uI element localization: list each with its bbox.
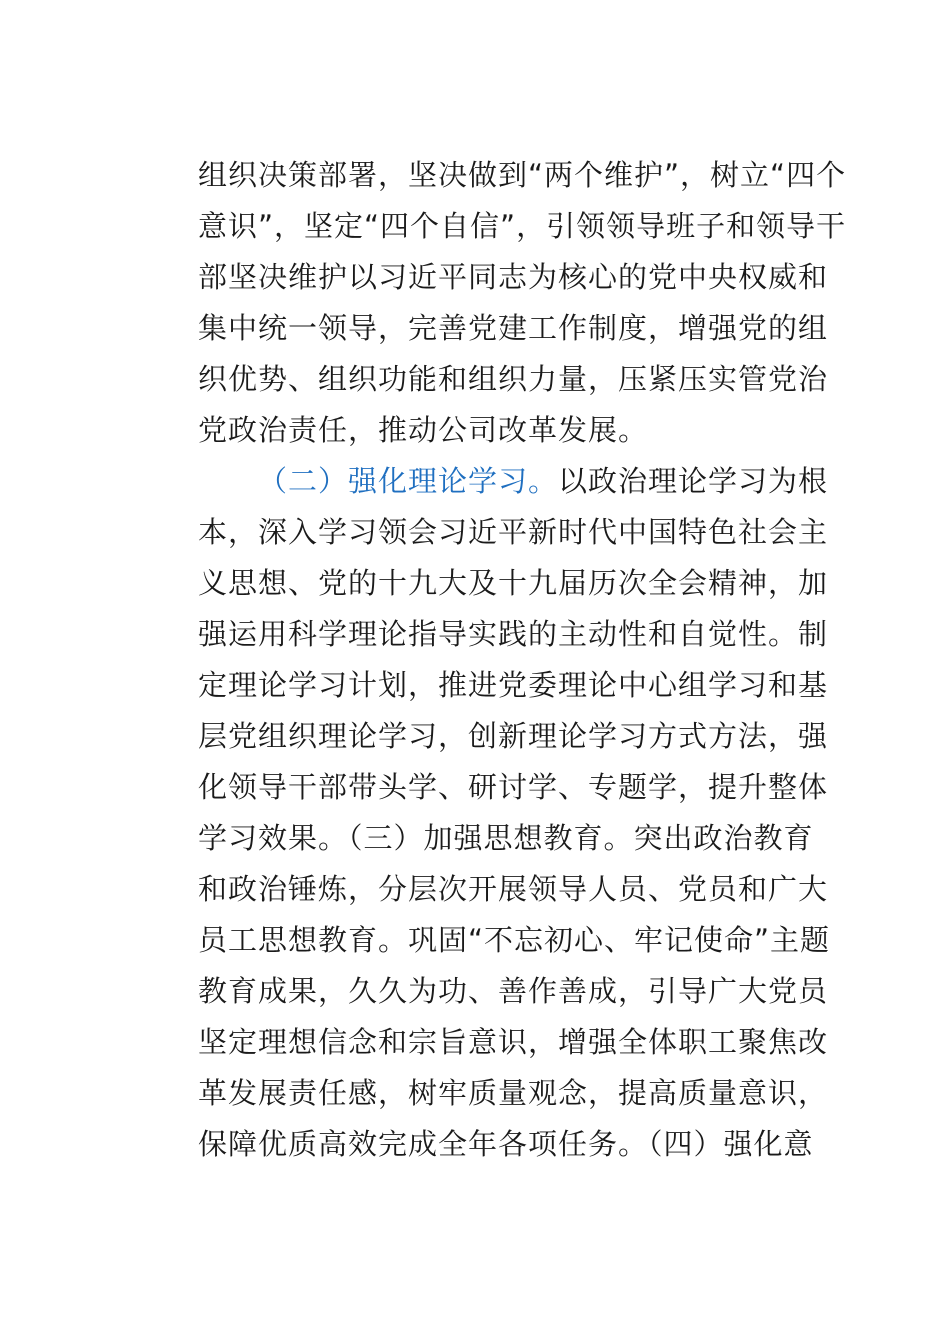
text-line-6: 党政治责任，推动公司改革发展。 <box>198 413 649 447</box>
text-line-11: 定理论学习计划，推进党委理论中心组学习和基 <box>198 668 829 702</box>
text-line-17: 教育成果，久久为功、善作善成，引导广大党员 <box>198 974 829 1008</box>
text-line-13: 化领导干部带头学、研讨学、专题学，提升整体 <box>198 770 829 804</box>
section-first-line-text: 以政治理论学习为根 <box>558 464 829 498</box>
text-line-5: 织优势、组织功能和组织力量，压紧压实管党治 <box>198 362 829 396</box>
text-line-12: 层党组织理论学习，创新理论学习方式方法，强 <box>198 719 829 753</box>
text-line-4: 集中统一领导，完善党建工作制度，增强党的组 <box>198 311 829 345</box>
text-line-14: 学习效果。（三）加强思想教育。突出政治教育 <box>198 821 814 855</box>
section-first-line <box>198 456 838 507</box>
text-line-19: 革发展责任感，树牢质量观念，提高质量意识， <box>198 1076 829 1110</box>
text-line-3: 部坚决维护以习近平同志为核心的党中央权威和 <box>198 260 829 294</box>
text-line-9: 义思想、党的十九大及十九届历次全会精神，加 <box>198 566 829 600</box>
text-line-20: 保障优质高效完成全年各项任务。（四）强化意 <box>198 1127 814 1161</box>
text-line-2: 意识”，坚定“四个自信”，引领领导班子和领导干 <box>198 209 847 243</box>
body-text <box>198 150 847 1170</box>
section-heading: （二）强化理论学习。 <box>258 464 559 498</box>
text-line-1: 组织决策部署，坚决做到“两个维护”，树立“四个 <box>198 158 847 192</box>
text-line-8: 本，深入学习领会习近平新时代中国特色社会主 <box>198 515 829 549</box>
text-line-15: 和政治锤炼，分层次开展领导人员、党员和广大 <box>198 872 829 906</box>
text-line-10: 强运用科学理论指导实践的主动性和自觉性。制 <box>198 617 829 651</box>
text-line-16: 员工思想教育。巩固“不忘初心、牢记使命”主题 <box>198 923 831 957</box>
text-line-18: 坚定理想信念和宗旨意识，增强全体职工聚焦改 <box>198 1025 829 1059</box>
